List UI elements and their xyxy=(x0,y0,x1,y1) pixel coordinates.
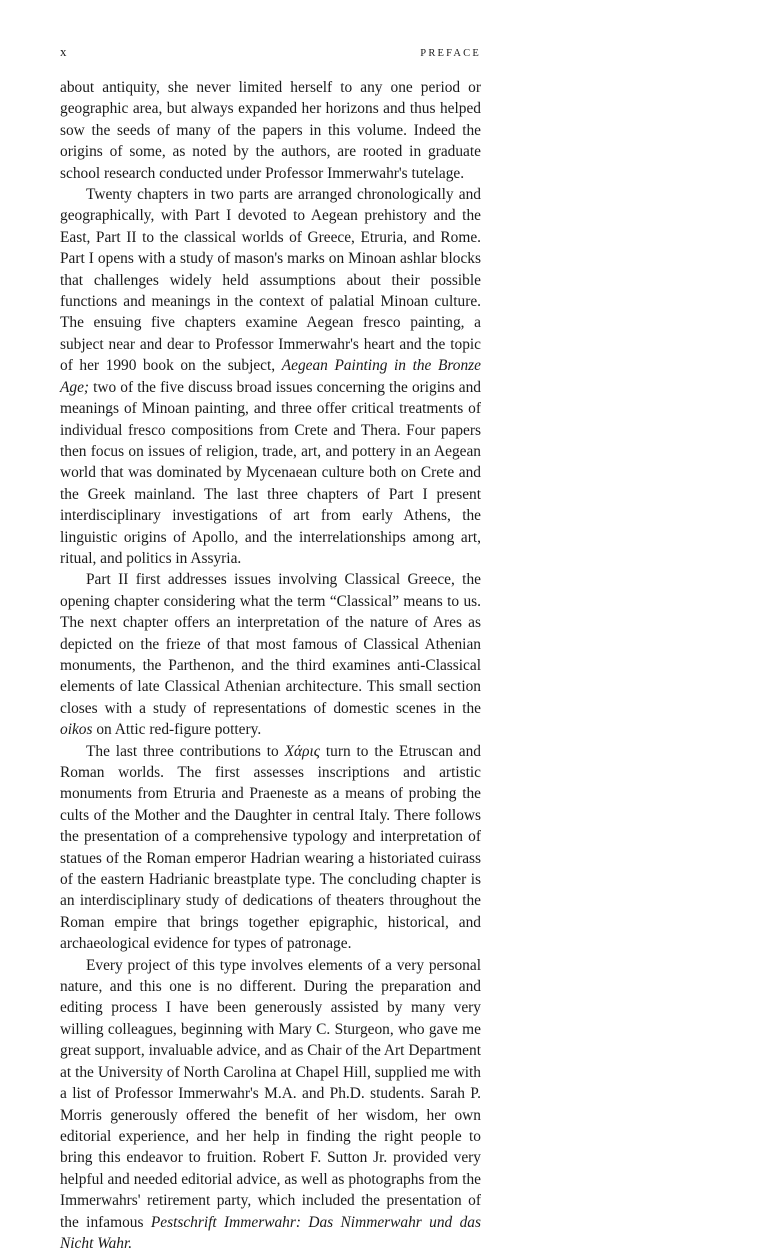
book-page xyxy=(60,44,481,1254)
body-text xyxy=(60,77,481,1254)
section-title: PREFACE xyxy=(420,48,481,59)
paragraph-3 xyxy=(60,569,481,740)
paragraph-2-text-b: two of the five discuss broad issues concerning the origins and meanings of Minoan painting, and three offer critical treatments of individual fresco compositions from Crete and Thera. Four papers then focus on issues of religion, trade, art, and pottery in an Aegean world that was dominated by Mycenaean culture both on Crete and the Greek mainland. The last three chapters of Part I present interdisciplinary investigations of art from early Athens, the linguistic origins of Apollo, and the interrelationships among art, ritual, and politics in Assyria. xyxy=(60,378,481,567)
paragraph-5-text-a: Every project of this type involves elements of a very personal nature, and this one is no different. During the preparation and editing process I have been generously assisted by many very willing colleagues, beginning with Mary C. Sturgeon, who gave me great support, invaluable advice, and as Chair of the Art Department at the University of North Carolina at Chapel Hill, supplied me with a list of Professor Immerwahr's M.A. and Ph.D. students. Sarah P. Morris generously offered the benefit of her wisdom, her own editorial experience, and her help in finding the right people to bring this endeavor to fruition. Robert F. Sutton Jr. provided very helpful and needed editorial advice, as well as photographs from the Immerwahrs' retirement party, which included the presentation of the infamous xyxy=(60,956,481,1231)
book-title-aegean-painting: Aegean Painting in the Bronze Age; xyxy=(60,357,481,396)
paragraph-2 xyxy=(60,184,481,569)
paragraph-1-text: about antiquity, she never limited herself to any one period or geographic area, but always expanded her horizons and thus helped sow the seeds of many of the papers in this volume. Indeed the origins of some, as noted by the authors, are rooted in graduate school research conducted under Professor Immerwahr's tutelage. xyxy=(60,79,481,182)
page-number: x xyxy=(60,44,67,59)
paragraph-4-text-a: The last three contributions to xyxy=(86,742,285,760)
paragraph-4 xyxy=(60,741,481,955)
paragraph-3-text-b: on Attic red-figure pottery. xyxy=(92,721,262,739)
paragraph-4-text-b: turn to the Etruscan and Roman worlds. The first assesses inscriptions and artistic monuments from Etruria and Praeneste as a means of probing the cults of the Mother and the Daughter in central Italy. There follows the presentation of a comprehensive typology and interpretation of statues of the Roman emperor Hadrian wearing a historiated cuirass of the eastern Hadrianic breastplate type. The concluding chapter is an interdisciplinary study of dedications of theaters throughout the Roman empire that brings together epigraphic, historical, and archaeological evidence for types of patronage. xyxy=(60,742,481,953)
term-oikos: oikos xyxy=(60,721,93,739)
greek-title-charis: Χάρις xyxy=(284,742,320,760)
paragraph-3-text-a: Part II first addresses issues involving Classical Greece, the opening chapter considering what the term “Classical” means to us. The next chapter offers an interpretation of the nature of Ares as depicted on the frieze of that most famous of Classical Athenian monuments, the Parthenon, and the third examines anti-Classical elements of late Classical Athenian architecture. This small section closes with a study of representations of domestic scenes in the xyxy=(60,571,481,717)
running-head xyxy=(60,44,481,66)
festschrift-title: Pestschrift Immerwahr: Das Nimmerwahr und das Nicht Wahr. xyxy=(60,1213,481,1252)
paragraph-1 xyxy=(60,77,481,184)
paragraph-5 xyxy=(60,955,481,1254)
paragraph-2-text-a: Twenty chapters in two parts are arranged chronologically and geographically, with Part I devoted to Aegean prehistory and the East, Part II to the classical worlds of Greece, Etruria, and Rome. Part I opens with a study of mason's marks on Minoan ashlar blocks that challenges widely held assumptions about their possible functions and meanings in the context of palatial Minoan culture. The ensuing five chapters examine Aegean fresco painting, a subject near and dear to Professor Immerwahr's heart and the topic of her 1990 book on the subject, xyxy=(60,186,481,375)
